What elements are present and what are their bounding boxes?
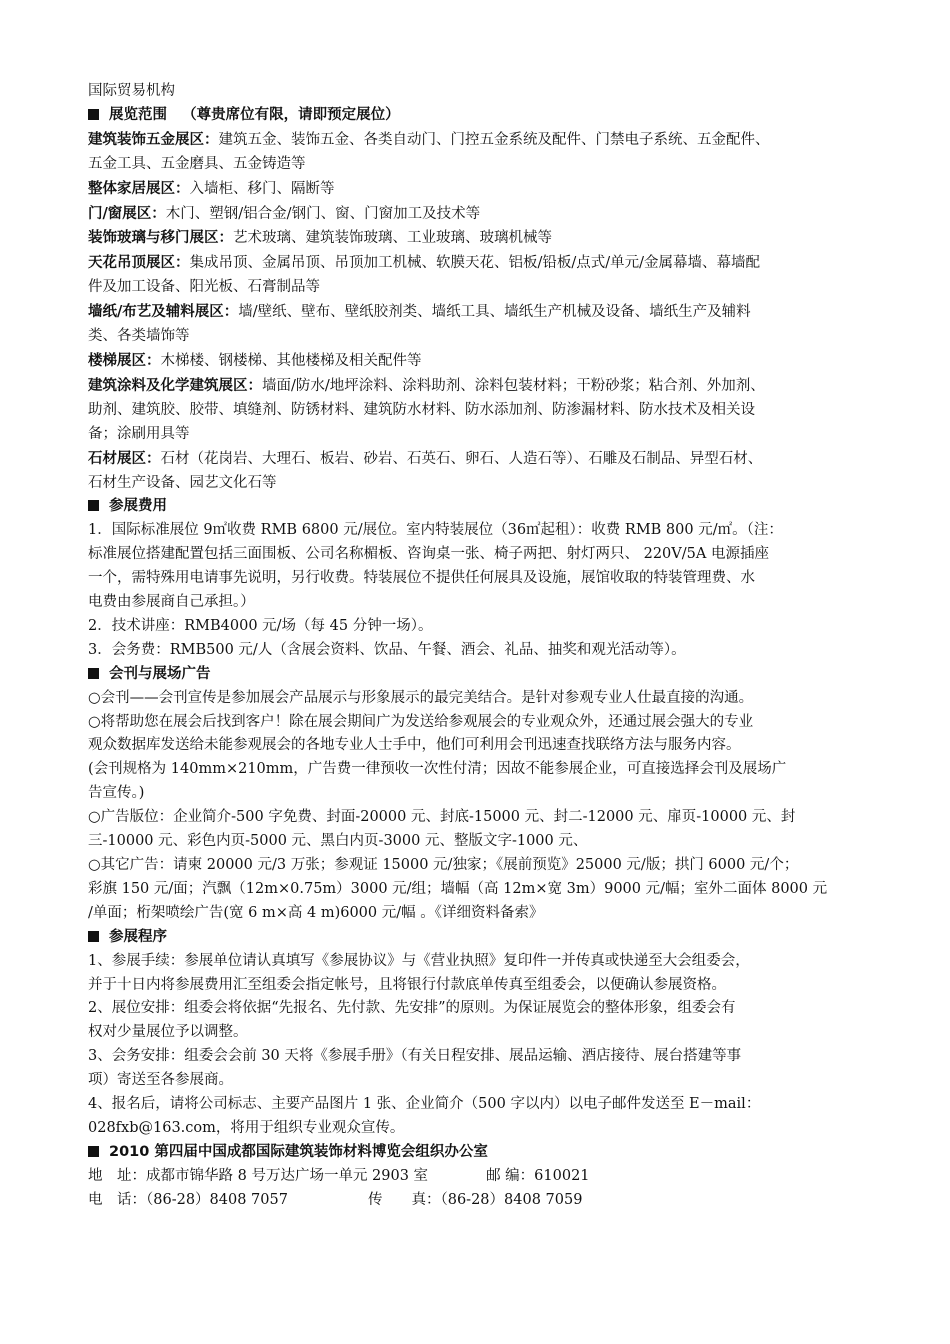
section-header-ads: 会刊与展场广告: [88, 663, 878, 687]
ad-line: 观众数据库发送给未能参观展会的各地专业人士手中，他们可利用会刊迅速查找联络方法与服务内容。: [88, 737, 741, 754]
zone-item: 建筑涂料及化学建筑展区：墙面/防水/地坪涂料、涂料助剂、涂料包装材料；干粉砂浆；粘合剂、外加剂、: [88, 376, 765, 394]
ad-line: 告宣传。): [88, 785, 145, 802]
section-header-office: 2010 第四届中国成都国际建筑装饰材料博览会组织办公室: [88, 1141, 878, 1165]
postcode-value: 610021: [534, 1167, 590, 1184]
zone-item: 建筑装饰五金展区：建筑五金、装饰五金、各类自动门、门控五金系统及配件、门禁电子系统、五金配件、: [88, 130, 770, 148]
fee-line: 1．国际标准展位 9㎡收费 RMB 6800 元/展位。室内特装展位（36㎡起租）：收费 RMB 800 元/㎡。（注：: [88, 522, 783, 539]
procedure-line: 并于十日内将参展费用汇至组委会指定帐号，且将银行付款底单传真至组委会，以便确认参展资格。: [88, 976, 726, 993]
ad-line: 三-10000 元、彩色内页-5000 元、黑白内页-3000 元、整版文字-1000 元、: [88, 833, 588, 850]
ad-line: ○广告版位：企业简介-500 字免费、封面-20000 元、封底-15000 元、封二-12000 元、扉页-10000 元、封: [88, 809, 796, 826]
procedure-line: 权对少量展位予以调整。: [88, 1024, 248, 1041]
address-value: 成都市锦华路 8 号万达广场一单元 2903 室: [146, 1167, 429, 1184]
section-header-scope: 展览范围 （尊贵席位有限，请即预定展位）: [88, 104, 878, 128]
zone-item: 整体家居展区：入墙柜、移门、隔断等: [88, 179, 335, 197]
phone-label: 电 话：: [88, 1191, 146, 1208]
zone-item-cont: 五金工具、五金磨具、五金铸造等: [88, 155, 306, 172]
fee-line: 3．会务费：RMB500 元/人（含展会资料、饮品、午餐、酒会、礼品、抽奖和观光活动等）。: [88, 641, 686, 658]
square-bullet-icon: [88, 1146, 99, 1157]
zone-item: 石材展区：石材（花岗岩、大理石、板岩、砂岩、石英石、卵石、人造石等）、石雕及石制品、异型石材、: [88, 449, 763, 467]
fee-line: 电费由参展商自己承担。）: [88, 594, 255, 611]
zone-item: 装饰玻璃与移门展区：艺术玻璃、建筑装饰玻璃、工业玻璃、玻璃机械等: [88, 229, 552, 247]
square-bullet-icon: [88, 500, 99, 511]
fax-value: （86-28）8408 7059: [440, 1191, 583, 1208]
zone-item-cont: 备；涂刷用具等: [88, 425, 190, 442]
procedure-line: 028fxb@163.com，将用于组织专业观众宣传。: [88, 1119, 405, 1136]
square-bullet-icon: [88, 931, 99, 942]
ad-line: ○将帮助您在展会后找到客户！除在展会期间广为发送给参观展会的专业观众外，还通过展会强大的专业: [88, 713, 754, 730]
office-address-row: [88, 1165, 878, 1189]
square-bullet-icon: [88, 668, 99, 679]
zone-item: 天花吊顶展区：集成吊顶、金属吊顶、吊顶加工机械、软膜天花、铝板/铅板/点式/单元/金属幕墙、幕墙配: [88, 254, 761, 272]
fee-line: 一个，需特殊用电请事先说明，另行收费。特装展位不提供任何展具及设施，展馆收取的特装管理费、水: [88, 570, 755, 587]
zone-item: 门/窗展区：木门、塑钢/铝合金/钢门、窗、门窗加工及技术等: [88, 204, 481, 222]
intro-text: 国际贸易机构: [88, 83, 175, 99]
ad-line: ○会刊——会刊宣传是参加展会产品展示与形象展示的最完美结合。是针对参观专业人仕最直接的沟通。: [88, 689, 754, 706]
section-header-procedure: 参展程序: [88, 926, 878, 950]
procedure-line: 1、参展手续：参展单位请认真填写《参展协议》与《营业执照》复印件一并传真或快递至大会组委会，: [88, 952, 750, 969]
zone-item: 墙纸/布艺及辅料展区：墙/壁纸、壁布、壁纸胶剂类、墙纸工具、墙纸生产机械及设备、墙纸生产及辅料: [88, 303, 751, 321]
phone-value: （86-28）8408 7057: [146, 1191, 288, 1208]
procedure-line: 项）寄送至各参展商。: [88, 1072, 233, 1089]
fax-label: 传 真：: [367, 1191, 441, 1208]
fee-line: 2．技术讲座：RMB4000 元/场（每 45 分钟一场）。: [88, 617, 433, 634]
ad-line: /单面；桁架喷绘广告(宽 6 m×高 4 m)6000 元/幅 。《详细资料备索》: [88, 904, 544, 921]
fee-line: 标准展位搭建配置包括三面围板、公司名称楣板、咨询桌一张、椅子两把、射灯两只、 220V/5A 电源插座: [88, 546, 769, 563]
zone-item-cont: 助剂、建筑胶、胶带、填缝剂、防锈材料、建筑防水材料、防水添加剂、防渗漏材料、防水技术及相关设: [88, 401, 755, 418]
document-page: [88, 80, 878, 1213]
office-phone-row: [88, 1189, 878, 1213]
procedure-line: 4、报名后，请将公司标志、主要产品图片 1 张、企业简介（500 字以内）以电子邮件发送至 E－mail：: [88, 1096, 761, 1113]
zone-item-cont: 件及加工设备、阳光板、石膏制品等: [88, 279, 320, 296]
ad-line: (会刊规格为 140mm×210mm，广告费一律预收一次性付清；因故不能参展企业，可直接选择会刊及展场广: [88, 761, 787, 778]
section-header-fees: 参展费用: [88, 495, 878, 519]
procedure-line: 2、展位安排：组委会将依据“先报名、先付款、先安排”的原则。为保证展览会的整体形象，组委会有: [88, 1000, 736, 1017]
postcode-label: 邮 编：: [486, 1167, 535, 1184]
procedure-line: 3、会务安排：组委会会前 30 天将《参展手册》（有关日程安排、展品运输、酒店接待、展台搭建等事: [88, 1048, 742, 1065]
ad-line: ○其它广告：请柬 20000 元/3 万张；参观证 15000 元/独家；《展前预览》25000 元/版；拱门 6000 元/个；: [88, 857, 799, 873]
square-bullet-icon: [88, 109, 99, 120]
zone-item-cont: 类、各类墙饰等: [88, 328, 190, 345]
ad-line: 彩旗 150 元/面；汽飘（12m×0.75m）3000 元/组；墙幅（高 12m×宽 3m）9000 元/幅；室外二面体 8000 元: [88, 880, 828, 897]
zone-item-cont: 石材生产设备、园艺文化石等: [88, 474, 277, 491]
address-label: 地 址：: [88, 1167, 146, 1184]
zone-item: 楼梯展区：木梯楼、钢楼梯、其他楼梯及相关配件等: [88, 351, 422, 369]
